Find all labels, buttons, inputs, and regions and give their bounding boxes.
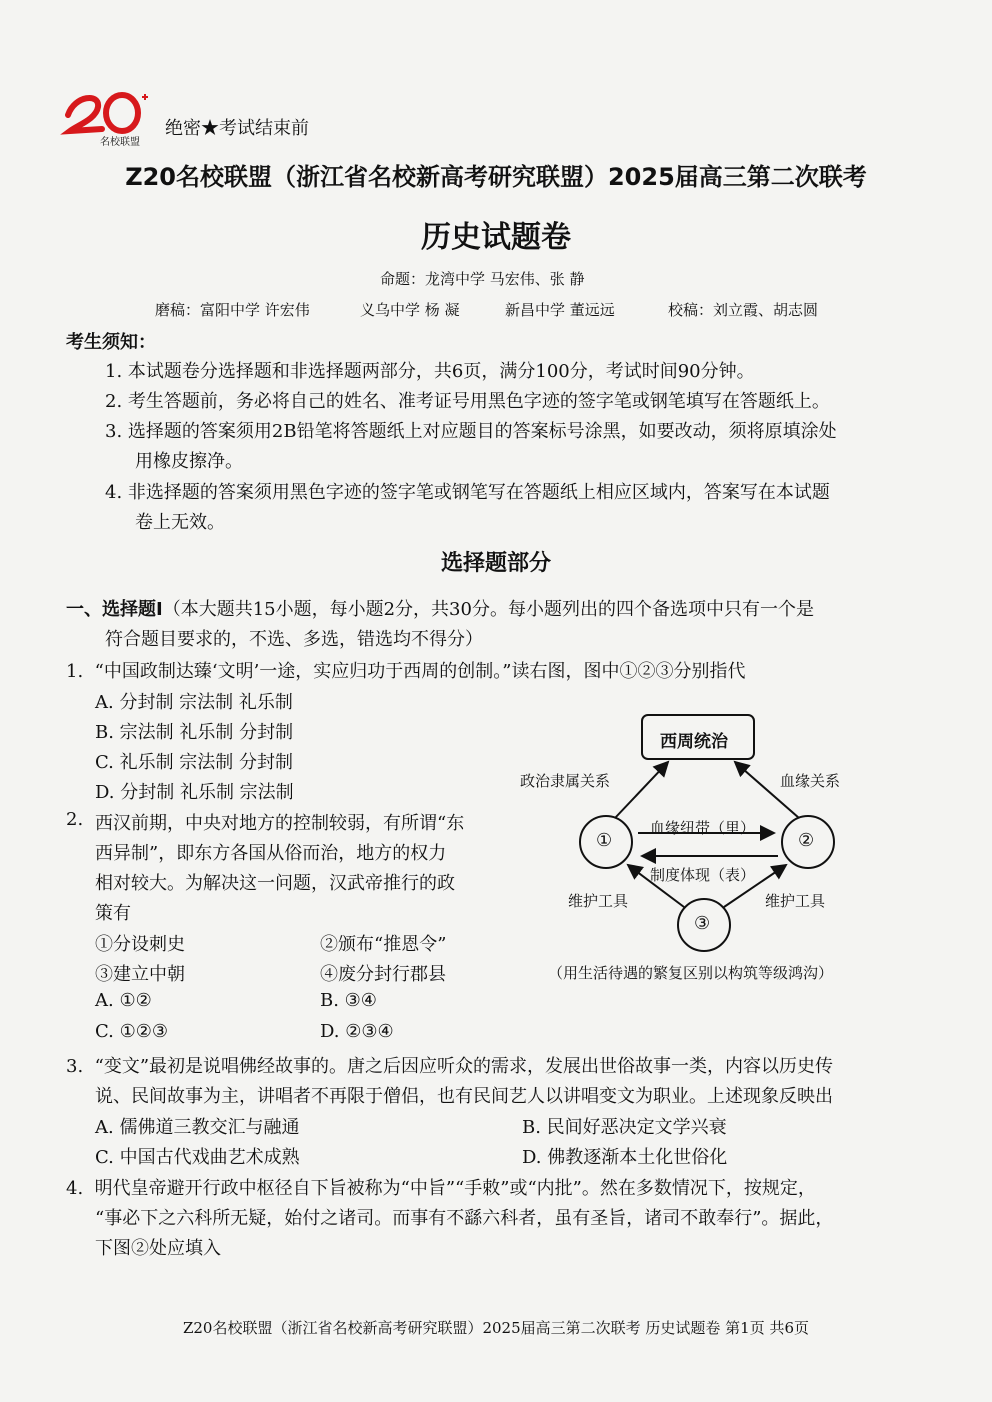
union-logo [60, 85, 160, 150]
polish-credit-1: 磨稿：富阳中学 许宏伟 [155, 301, 310, 319]
option-c[interactable]: C. 中国古代戏曲艺术成熟 [95, 1147, 300, 1168]
logo-text: 名校联盟 [100, 137, 140, 148]
part-title: 选择题部分 [440, 551, 551, 576]
notice-heading: 考生须知： [66, 332, 156, 353]
option-b[interactable]: B. 民间好恶决定文学兴衰 [522, 1117, 727, 1138]
question-2-line: 策有 [95, 903, 131, 924]
notice-item: 3. 选择题的答案须用2B铅笔将答题纸上对应题目的答案标号涂黑，如要改动，须将原填涂处 [105, 421, 837, 442]
option-c[interactable]: C. 礼乐制 宗法制 分封制 [95, 752, 294, 773]
option-a[interactable]: A. 分封制 宗法制 礼乐制 [95, 692, 293, 713]
node-3-label: ③ [694, 913, 711, 934]
polish-credit-2: 义乌中学 杨 凝 [360, 301, 460, 319]
option-b[interactable]: B. ③④ [320, 990, 377, 1011]
right-relation-label: 血缘关系 [780, 772, 841, 790]
question-3-cont: 说、民间故事为主，讲唱者不再限于僧侣，也有民间艺人以讲唱变文为职业。上述现象反映出 [95, 1086, 833, 1107]
question-2-line: 相对较大。为解决这一问题，汉武帝推行的政 [95, 873, 455, 894]
diagram-caption: （用生活待遇的繁复区别以构筑等级鸿沟） [548, 964, 834, 982]
center-label: 西周统治 [660, 732, 728, 752]
option-b[interactable]: B. 宗法制 礼乐制 分封制 [95, 722, 294, 743]
notice-item: 4. 非选择题的答案须用黑色字迹的签字笔或钢笔写在答题纸上相应区域内，答案写在本试题 [105, 482, 830, 503]
question-4: 4. 明代皇帝避开行政中枢径自下旨被称为“中旨”“手敕”或“内批”。然在多数情况下，按规定， [66, 1178, 816, 1199]
page-footer: Z20名校联盟（浙江省名校新高考研究联盟）2025届高三第二次联考 历史试题卷 第1页 共6页 [182, 1319, 810, 1337]
option-d[interactable]: D. 分封制 礼乐制 宗法制 [95, 782, 294, 803]
confidential-mark: 绝密★考试结束前 [165, 118, 309, 139]
left-relation-label: 政治隶属关系 [520, 772, 611, 790]
node-2-label: ② [798, 830, 815, 851]
section-desc-cont: 符合题目要求的，不选、多选，错选均不得分） [105, 629, 483, 650]
question-2-number: 2. [66, 809, 84, 830]
right-tool-label: 维护工具 [765, 892, 826, 910]
top-arrow-label: 血缘纽带（里） [650, 819, 756, 837]
subject-title: 历史试题卷 [421, 220, 571, 255]
bottom-arrow-label: 制度体现（表） [650, 866, 756, 884]
option-d[interactable]: D. ②③④ [320, 1021, 394, 1042]
notice-item-cont: 用橡皮擦净。 [135, 451, 243, 472]
question-2-line: 西汉前期，中央对地方的控制较弱，有所谓“东 [95, 813, 465, 834]
option-c[interactable]: C. ①②③ [95, 1021, 168, 1042]
setter-credit: 命题：龙湾中学 马宏伟、张 静 [380, 270, 585, 288]
question-3: 3. “变文”最初是说唱佛经故事的。唐之后因应听众的需求，发展出世俗故事一类，内容以历史传 [66, 1056, 834, 1077]
question-1: 1. “中国政制达臻‘文明’一途，实应归功于西周的创制。”读右图，图中①②③分别指代 [66, 661, 746, 682]
notice-item: 2. 考生答题前，务必将自己的姓名、准考证号用黑色字迹的签字笔或钢笔填写在答题纸上。 [105, 391, 830, 412]
question-4-cont: “事必下之六科所无疑，始付之诸司。而事有不繇六科者，虽有圣旨，诸司不敢奉行”。据此， [95, 1208, 834, 1229]
option-a[interactable]: A. 儒佛道三教交汇与融通 [95, 1117, 300, 1138]
notice-item: 1. 本试题卷分选择题和非选择题两部分，共6页，满分100分，考试时间90分钟。 [105, 361, 755, 382]
statement-item: ④废分封行郡县 [320, 964, 446, 985]
question-2-line: 西异制”，即东方各国从俗而治，地方的权力 [95, 843, 447, 864]
node-1-label: ① [596, 830, 613, 851]
section-heading: 一、选择题Ⅰ（本大题共15小题，每小题2分，共30分。每小题列出的四个备选项中只有一个是 [66, 599, 814, 620]
left-tool-label: 维护工具 [568, 892, 629, 910]
statement-item: ③建立中朝 [95, 964, 185, 985]
proof-credit: 校稿：刘立霞、胡志圆 [668, 301, 819, 319]
option-a[interactable]: A. ①② [95, 990, 152, 1011]
polish-credit-3: 新昌中学 董远远 [505, 301, 615, 319]
statement-item: ①分设刺史 [95, 934, 185, 955]
option-d[interactable]: D. 佛教逐渐本土化世俗化 [522, 1147, 728, 1168]
exam-title: Z20名校联盟（浙江省名校新高考研究联盟）2025届高三第二次联考 [125, 163, 867, 191]
notice-item-cont: 卷上无效。 [135, 512, 225, 533]
statement-item: ②颁布“推恩令” [320, 934, 447, 955]
question-4-cont: 下图②处应填入 [95, 1238, 221, 1259]
